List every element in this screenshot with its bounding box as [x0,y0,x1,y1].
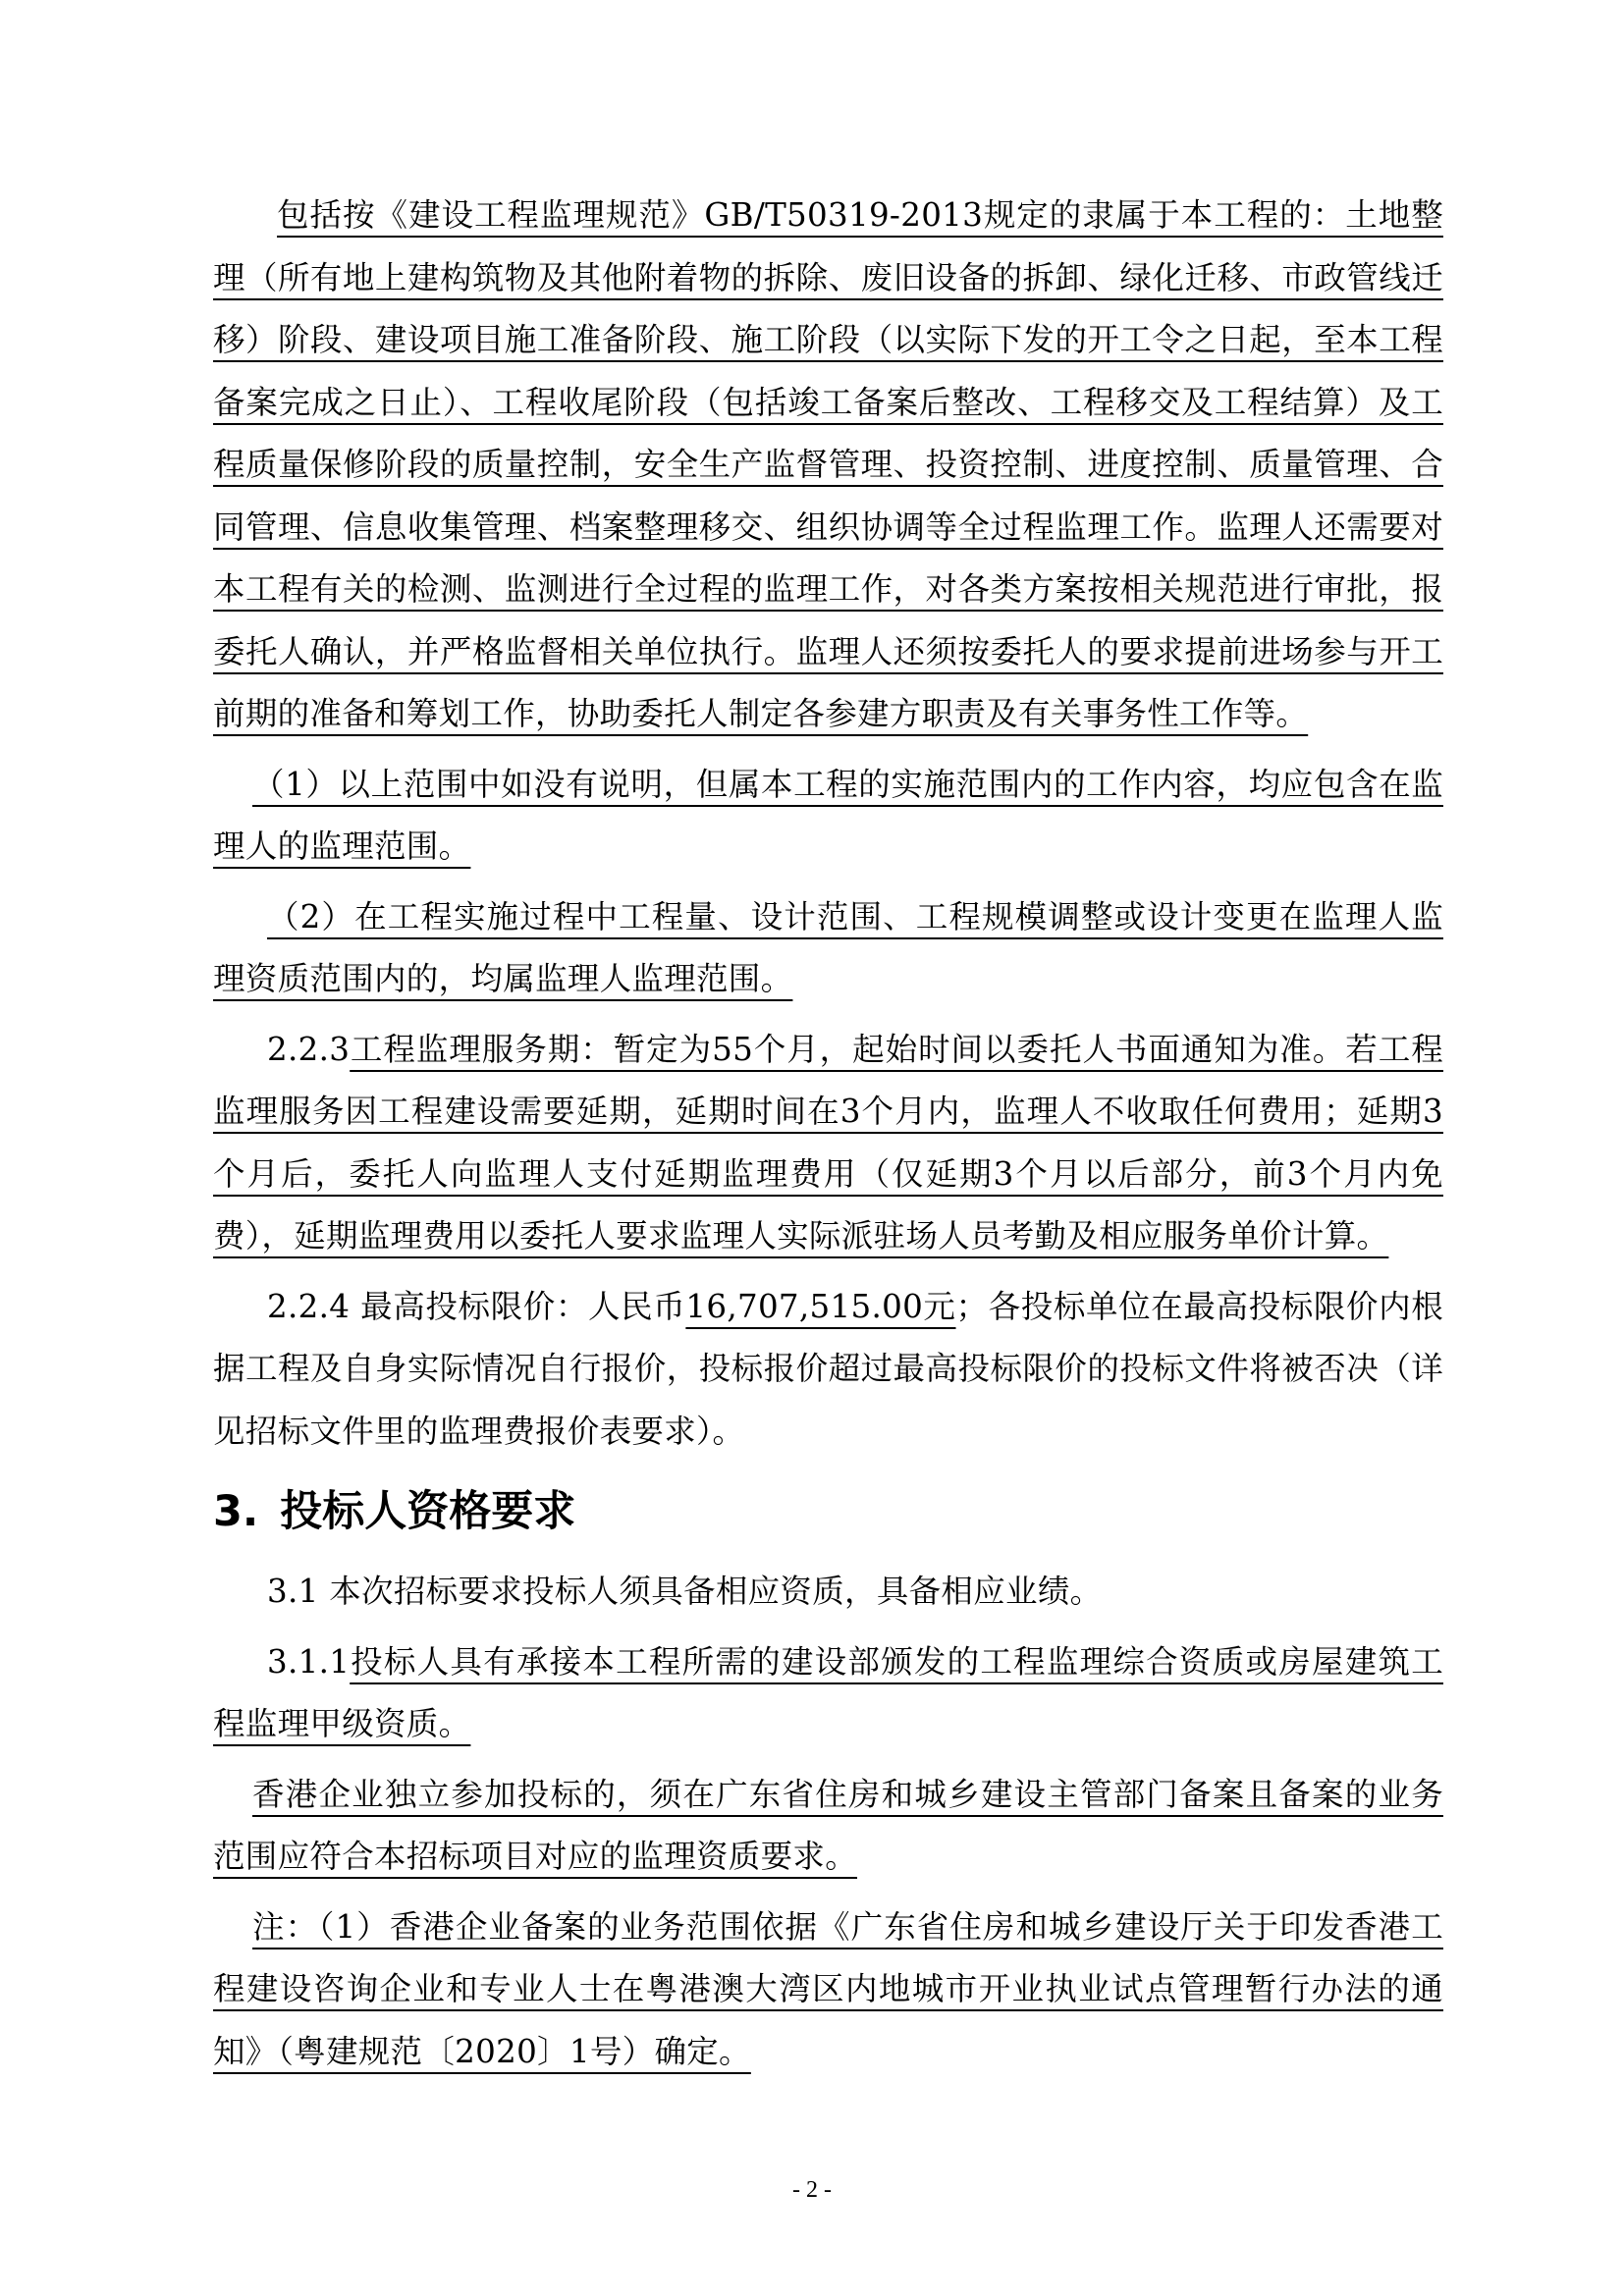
paragraph-hongkong-enterprise: 香港企业独立参加投标的，须在广东省住房和城乡建设主管部门备案且备案的业务范围应符合本招标项目对应的监理资质要求。 [213,1775,1443,1875]
clause-number: 3.1.1 [267,1642,351,1681]
page-number: - 2 - [792,2177,832,2203]
qualification-text: 投标人具有承接本工程所需的建设部颁发的工程监理综合资质或房屋建筑工程监理甲级资质。 [213,1642,1443,1742]
paragraph-max-bid-price [213,1276,1443,1464]
service-period-text: 工程监理服务期：暂定为55个月，起始时间以委托人书面通知为准。若工程监理服务因工程建设需要延期，延期时间在3个月内，监理人不收取任何费用；延期3个月后，委托人向监理人支付延期监理费用（仅延期3个月以后部分，前3个月内免费），延期监理费用以委托人要求监理人实际派驻场人员考勤及相应服务单价计算。 [213,1030,1443,1255]
section-number: 3. [213,1487,259,1536]
max-price-text: ；各投标单位在最高投标限价内根据工程及自身实际情况自行报价，投标报价超过最高投标限价的投标文件将被否决（详见招标文件里的监理费报价表要求）。 [213,1287,1444,1450]
paragraph-note-2: （2）在工程实施过程中工程量、设计范围、工程规模调整或设计变更在监理人监理资质范围内的，均属监理人监理范围。 [213,897,1443,997]
max-price-amount: 16,707,515.00元 [685,1287,956,1325]
paragraph-service-period [213,1019,1443,1268]
paragraph-hongkong-note: 注：（1）香港企业备案的业务范围依据《广东省住房和城乡建设厅关于印发香港工程建设咨询企业和专业人士在粤港澳大湾区内地城市开业执业试点管理暂行办法的通知》（粤建规范〔2020〕1号）确定。 [213,1907,1443,2070]
section-title: 投标人资格要求 [280,1487,576,1536]
paragraph-note-1: （1）以上范围中如没有说明，但属本工程的实施范围内的工作内容，均应包含在监理人的监理范围。 [213,765,1443,865]
section-heading [213,1482,1443,1541]
max-price-label: 2.2.4 最高投标限价：人民币 [267,1287,686,1325]
clause-number: 2.2.3 [267,1030,351,1068]
paragraph-supervision-scope: 包括按《建设工程监理规范》GB/T50319-2013规定的隶属于本工程的：土地整理（所有地上建构筑物及其他附着物的拆除、废旧设备的拆卸、绿化迁移、市政管线迁移）阶段、建设项目施工准备阶段、施工阶段（以实际下发的开工令之日起，至本工程备案完成之日止）、工程收尾阶段（包括竣工备案后整改、工程移交及工程结算）及工程质量保修阶段的质量控制，安全生产监督管理、投资控制、进度控制、质量管理、合同管理、信息收集管理、档案整理移交、组织协调等全过程监理工作。监理人还需要对本工程有关的检测、监测进行全过程的监理工作，对各类方案按相关规范进行审批，报委托人确认，并严格监督相关单位执行。监理人还须按委托人的要求提前进场参与开工前期的准备和筹划工作，协助委托人制定各参建方职责及有关事务性工作等。 [213,196,1443,732]
paragraph-qualification-intro: 3.1 本次招标要求投标人须具备相应资质，具备相应业绩。 [267,1573,1103,1610]
body-text [213,185,1443,2083]
paragraph-qualification-3-1-1 [213,1631,1443,1756]
